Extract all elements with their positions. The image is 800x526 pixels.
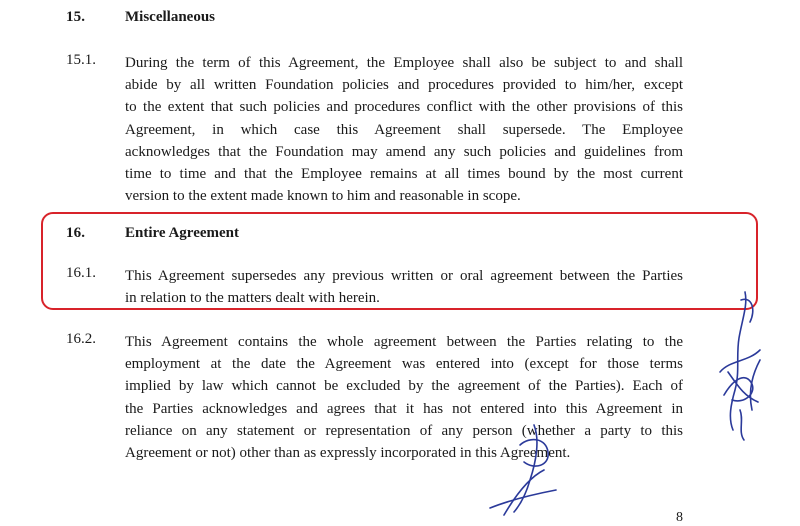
clause-15-1-number: 15.1. bbox=[66, 52, 96, 68]
clause-16-1-text bbox=[125, 265, 683, 309]
section-16-number: 16. bbox=[66, 225, 86, 241]
clause-15-1-line: During the term of this Agreement, the Employee shall also be subject to and shall bbox=[125, 55, 683, 71]
section-15-title: Miscellaneous bbox=[125, 9, 215, 25]
clause-16-1-line: in relation to the matters dealt with herein. bbox=[125, 290, 380, 307]
clause-15-1-line: to the extent that such policies and procedures conflict with the other provisions of this bbox=[125, 99, 683, 116]
clause-16-2-line: This Agreement contains the whole agreement between the Parties relating to the bbox=[125, 334, 683, 350]
section-15-number: 15. bbox=[66, 9, 86, 25]
clause-15-1-line: version to the extent made known to him and reasonable in scope. bbox=[125, 188, 521, 205]
clause-15-1-line: acknowledges that the Foundation may amend any such policies and guidelines from bbox=[125, 143, 683, 160]
clause-16-2-line: employment at the date the Agreement was entered into (except for those terms bbox=[125, 356, 683, 373]
clause-15-1-line: abide by all written Foundation policies and procedures provided to him/her, except bbox=[125, 77, 683, 94]
clause-16-2-line: the Parties acknowledges and agrees that it has not entered into this Agreement in bbox=[125, 400, 683, 417]
clause-16-2-line: reliance on any statement or representation of any person (whether a party to this bbox=[125, 422, 683, 439]
clause-15-1-text bbox=[125, 52, 683, 207]
clause-15-1-line: Agreement, in which case this Agreement shall supersede. The Employee bbox=[125, 121, 683, 138]
clause-16-2-line: implied by law which cannot be excluded by the agreement of the Parties). Each of bbox=[125, 378, 683, 395]
clause-16-2-line: Agreement or not) other than as expressly incorporated in this Agreement. bbox=[125, 445, 571, 462]
clause-16-1-line: This Agreement supersedes any previous written or oral agreement between the Parties bbox=[125, 268, 683, 284]
clause-15-1-line: time to time and that the Employee remains at all times bound by the most current bbox=[125, 166, 683, 183]
clause-16-2-text bbox=[125, 331, 683, 464]
section-16-title: Entire Agreement bbox=[125, 225, 240, 241]
clause-16-1-number: 16.1. bbox=[66, 265, 96, 281]
clause-16-2-number: 16.2. bbox=[66, 331, 96, 347]
page-number: 8 bbox=[676, 510, 683, 525]
